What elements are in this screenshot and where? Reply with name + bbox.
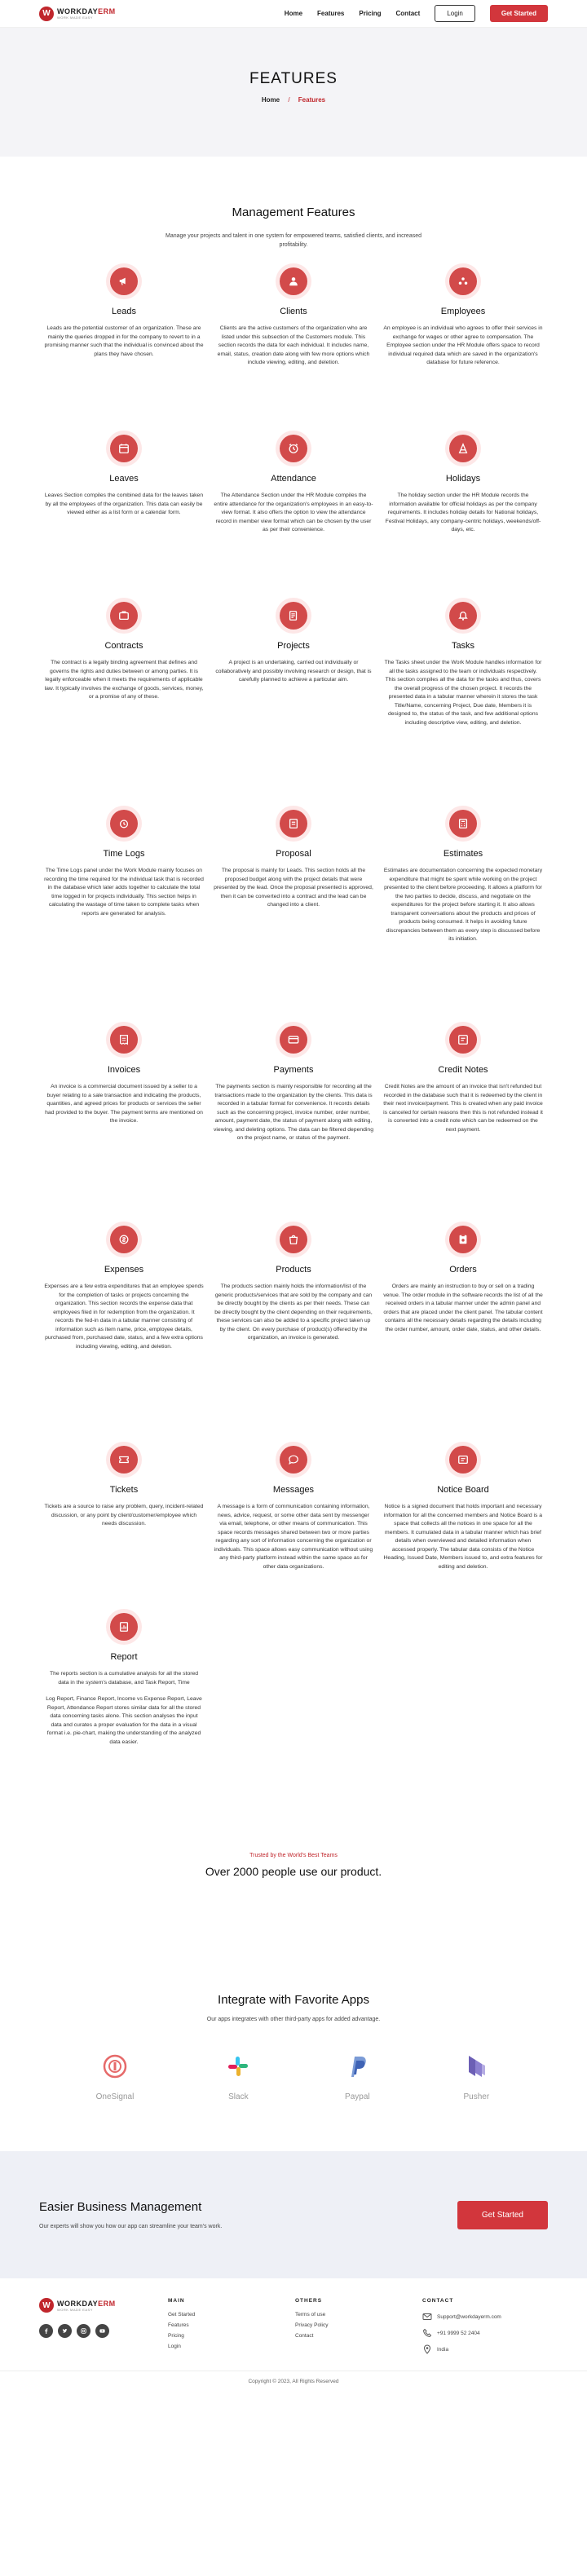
location-icon [422,2344,432,2354]
integrations-section [0,1947,587,2151]
feature-title: Payments [273,1065,314,1075]
nav-link-features[interactable]: Features [317,10,345,17]
feature-description: Estimates are documentation concerning the expected monetary expenditure that might be spent while working on the project presented to the client before proceeding. It allows a platform for the two parties to decide, discuss, and negotiate on the expenditures for the project before starting it. It also allows transparent conversations about the products and prices of products being consumed. It helps in avoiding future discrepancies between them as every step is discussed before its initiation. [383,868,543,943]
feature-description: The contract is a legally binding agreement that defines and governs the rights and duties between or among parties. It is legally enforceable when it meets the requirements of applicable law. It typically involves the exchange of goods, services, money, or a promise of any of these. [44,660,204,700]
holiday-icon [449,435,477,462]
footer-main-heading: MAIN [168,2298,185,2304]
trusted-section [0,1801,587,1947]
phone-icon [422,2328,432,2338]
bag-icon [280,1226,307,1253]
feature-card-messages [209,1446,378,1613]
feature-title: Projects [277,641,310,651]
footer-contact-column [422,2298,501,2361]
features-subtitle: Manage your projects and talent in one system for empowered teams, satisfied clients, and increased profitability. [166,233,421,248]
feature-description: The holiday section under the HR Module records the information available for official holidays as per the company requirements. It includes holiday details for National holidays, Festival Holidays, any company-centric holidays, weekends/off-days, etc. [385,493,541,533]
youtube-icon[interactable] [95,2324,109,2338]
report-icon [110,1613,138,1641]
feature-title: Messages [272,1485,315,1495]
feature-description: The Tasks sheet under the Work Module handles information for all the tasks assigned to the team or individuals respectively. This section compiles all the data for the tasks and thus, covers the overall progress of the chosen project. It records the presented data in a tabular manner wherein it stores the task Title/Name, concerning Project, Due date, Members it is designed to, the status of the task, and few additional options including descriptive view, editing, and deletion. [384,660,542,726]
message-icon [280,1446,307,1474]
features-section [0,157,587,1801]
feature-description: An invoice is a commercial document issued by a seller to a buyer relating to a sale transaction and indicating the products, quantities, and agreed prices for products or services the seller had provided to the buyer. The payment terms are mentioned on the invoice. [45,1084,203,1125]
paypal-icon [342,2052,372,2081]
trusted-title: Over 2000 people use our product. [205,1865,382,1878]
orders-icon [449,1226,477,1253]
footer-link-get-started[interactable]: Get Started [168,2312,196,2318]
instagram-icon[interactable] [77,2324,90,2338]
feature-title: Notice Board [437,1485,489,1495]
feature-card-clients [209,267,378,435]
feature-description: Orders are mainly an instruction to buy or sell on a trading venue. The order module in the software records the list of all the received orders in a tabular manner under the admin panel and orders that are placed under the client panel. The tabular content contains all the necessary details regarding the details including the order number, amount, order date, status, and other details. [383,1284,543,1332]
feature-card-holidays [378,435,548,602]
feature-title: Holidays [445,474,481,484]
feature-card-contracts [39,602,209,810]
footer-link-features[interactable]: Features [168,2322,189,2328]
feature-title: Orders [449,1265,477,1275]
app-name: Slack [228,2092,249,2101]
feature-card-proposal [209,810,378,1026]
invoice-icon [110,1026,138,1054]
feature-description: An employee is an individual who agrees to offer their services in exchange for wages or other agree to compensation. The Employee section under the HR Module offers space to record individual required data which are saved in the organization's database for future reference. [383,325,543,366]
feature-title: Leads [112,307,136,316]
page-title: FEATURES [249,70,338,87]
creditnote-icon [449,1026,477,1054]
feature-title: Estimates [443,849,483,859]
breadcrumb-current: Features [298,96,326,104]
page-hero [0,28,587,157]
alarm-icon [110,810,138,837]
feature-card-payments [209,1026,378,1226]
feature-card-tasks [378,602,548,810]
feature-description: A message is a form of communication containing information, news, advice, request, or some other data sent by messenger via email, telephone, or other means of communication. This space records messages shared between two or more parties regarding any sort of information concerning the organization or individuals. This space allows easy communication without using any third-party platform instead within the same space as for other data organizations. [214,1504,373,1570]
payment-icon [280,1026,307,1054]
feature-card-leads [39,267,209,435]
footer-logo[interactable] [39,2298,168,2313]
bell-icon [449,602,477,630]
copyright-text: Copyright © 2023, All Rights Reserved [0,2371,587,2389]
logo-mark-icon: W [39,2298,54,2313]
footer-phone[interactable]: +91 9999 52 2404 [437,2330,480,2336]
app-onesignal[interactable] [96,2052,135,2101]
feature-description-extra: Log Report, Finance Report, Income vs Expense Report, Leave Report, Attendance Report stores similar data for all the stored data concerning tasks alone. This section analyses the input data and curates a proper evaluation for the data in a visual format i.e. pie-chart, making the understanding of the analyzed data easier. [46,1696,202,1745]
pusher-icon [461,2052,491,2081]
ticket-icon [110,1446,138,1474]
features-title: Management Features [232,205,355,219]
feature-description: The payments section is mainly responsible for recording all the transactions made to the organization by the clients. This data is recorded in a tabular format for convenience. It records details such as the concerning project, invoice number, order number, amount, payment date, the status of payment along with editing, viewing, and deleting options. The data can be filtered depending on the project name, or status of the payment. [214,1084,373,1142]
logo-mark-icon: W [39,7,54,21]
cta-get-started-button[interactable]: Get Started [457,2201,548,2229]
feature-description: A project is an undertaking, carried out individually or collaboratively and possibly involving research or design, that is carefully planned to achieve a particular aim. [215,660,372,683]
brand-logo[interactable] [39,7,116,21]
footer-others-column [295,2298,422,2361]
feature-description: The proposal is mainly for Leads. This section holds all the proposed budget along with the project details that were presented by the lead. Once the proposal presented is approved, then it can be converted into a contract and the lead can be changed into a client. [214,868,373,908]
feature-description: Credit Notes are the amount of an invoice that isn't refunded but recorded in the database such that it is redeemed by the client in their next invoice/payment. This is created when any paid invoice is canceled for certain reasons then this is not refunded instead it is converted into a credit note which can be redeemed on the next payment. [383,1084,543,1133]
feature-card-attendance [209,435,378,602]
app-slack[interactable] [223,2052,253,2101]
breadcrumb-home[interactable]: Home [261,96,280,104]
login-button[interactable]: Login [435,5,475,22]
brand-tagline: WORK MADE EASY [57,15,93,20]
brand-tagline: WORK MADE EASY [57,2307,93,2312]
feature-description: Notice is a signed document that holds important and necessary information for all the concerned members and Notice Board is a space that collects all the notices in one space for all the members. It cumulated data in a tabular manner which has brief details when overviewed and detailed information when accessed properly. The tabular data consists of the Notice Heading, Issued Date, Members issued to, and extra features for editing and deletion. [383,1504,543,1570]
cta-subtitle: Our experts will show you how our app can streamline your team's work. [39,2224,223,2229]
feature-description: Tickets are a source to raise any problem, query, incident-related discussion, or any point by client/customer/employee which needs discussion. [44,1504,204,1527]
get-started-button[interactable]: Get Started [490,5,548,22]
feature-description: The Attendance Section under the HR Module compiles the entire attendance for the organization's employees in an easy-to-view format. It also offers the option to view the attendance record in member view format which can be chosen by the user as per their convenience. [214,493,373,533]
feature-card-report [39,1613,209,1801]
feature-card-tickets [39,1446,209,1613]
feature-title: Employees [440,307,486,316]
top-navbar [0,0,587,28]
integrations-title: Integrate with Favorite Apps [218,1993,369,2007]
app-name: OneSignal [95,2092,135,2101]
estimate-icon [449,810,477,837]
footer-link-privacy[interactable]: Privacy Policy [295,2322,329,2328]
footer-email[interactable]: Support@workdayerm.com [437,2313,501,2320]
clock-icon [280,435,307,462]
nav-link-home[interactable]: Home [284,10,303,17]
feature-title: Invoices [107,1065,141,1075]
feature-title: Credit Notes [438,1065,488,1075]
cta-section [0,2151,587,2278]
brand-name: WORKDAY [57,7,99,15]
notice-icon [449,1446,477,1474]
footer-link-pricing[interactable]: Pricing [168,2333,184,2339]
team-icon [449,267,477,295]
feature-card-leaves [39,435,209,602]
footer-country: India [437,2346,449,2353]
brand-name: WORKDAY [57,2299,99,2308]
mail-icon [422,2312,432,2322]
brand-accent: ERM [98,7,116,15]
feature-title: Clients [280,307,307,316]
users-icon [280,267,307,295]
feature-card-products [209,1226,378,1446]
breadcrumb [0,96,587,104]
megaphone-icon [110,267,138,295]
footer-link-terms[interactable]: Terms of use [295,2312,326,2318]
feature-card-orders [378,1226,548,1446]
feature-card-estimates [378,810,548,1026]
projects-icon [280,602,307,630]
slack-icon [223,2052,253,2081]
feature-card-invoices [39,1026,209,1226]
app-paypal[interactable] [342,2052,372,2101]
features-grid [39,267,548,1801]
feature-title: Leaves [109,474,139,484]
footer-others-heading: OTHERS [295,2298,323,2304]
trusted-kicker: Trusted by the World's Best Teams [249,1853,338,1858]
feature-title: Tickets [109,1485,139,1495]
proposal-icon [280,810,307,837]
footer-contact-heading: CONTACT [422,2298,454,2304]
app-pusher[interactable] [461,2052,491,2101]
feature-title: Proposal [276,849,311,859]
expense-icon [110,1226,138,1253]
feature-description: The products section mainly holds the information/list of the generic products/services that are sold by the company and can be directly bought by the clients as per their needs. These can be directly bought by the client depending on their requirements, these services can also be added to a specific project taken up by the client. On every purchase of product(s) offered by the organization, an invoice is generated. [214,1284,373,1341]
feature-description: Leads are the potential customer of an organization. These are mainly the queries dropped in for the company to revert to in a promising manner such that the individual is convinced about the plans they have chosen. [44,325,204,357]
footer-main-column [168,2298,295,2361]
feature-description: Leaves Section compiles the combined data for the leaves taken by all the employees of the organization. This data can easily be viewed either as a list form or a calendar form. [44,493,204,516]
feature-title: Attendance [271,474,316,484]
facebook-icon[interactable] [39,2324,53,2338]
feature-title: Contracts [104,641,143,651]
nav-link-contact[interactable]: Contact [395,10,421,17]
contract-icon [110,602,138,630]
feature-card-time-logs [39,810,209,1026]
site-footer [0,2278,587,2389]
feature-description: The reports section is a cumulative analysis for all the stored data in the system's database, and Task Report, Time [49,1671,199,1686]
onesignal-icon [100,2052,130,2081]
feature-card-expenses [39,1226,209,1446]
feature-card-projects [209,602,378,810]
feature-title: Expenses [104,1265,144,1275]
feature-card-credit-notes [378,1026,548,1226]
footer-link-contact[interactable]: Contact [295,2333,314,2339]
feature-card-employees [378,267,548,435]
nav-link-pricing[interactable]: Pricing [359,10,382,17]
twitter-icon[interactable] [58,2324,72,2338]
feature-description: The Time Logs panel under the Work Module mainly focuses on recording the time required for the individual task that is recorded in the database which later adds together to calculate the total time logged in for projects individually. This section helps in calculating the wastage of time taken to complete tasks when reports are generated for analysis. [44,868,204,917]
feature-title: Time Logs [103,849,145,859]
feature-title: Tasks [451,641,475,651]
calendar-icon [110,435,138,462]
footer-link-login[interactable]: Login [168,2344,181,2349]
integrations-subtitle: Our apps integrates with other third-party apps for added advantage. [206,2017,381,2022]
app-name: Pusher [463,2092,490,2101]
brand-accent: ERM [98,2299,116,2308]
feature-title: Report [110,1652,138,1662]
feature-card-notice-board [378,1446,548,1613]
app-name: Paypal [345,2092,370,2101]
feature-description: Expenses are a few extra expenditures that an employee spends for the completion of tasks or projects concerning the organization. This section records the expense data that employees filed in for redemption from the organization. It records the fed-in data in a tabular manner consisting of information such as item name, price, employee details, purchased from, purchased date, status, and a few extra options including viewing, editing, and deletion. [44,1284,204,1350]
feature-description: Clients are the active customers of the organization who are listed under this subsection of the Customers module. This section records the data for each individual. It includes name, email, status, creation date along with few more options which include viewing, editing, and deletion. [217,325,370,366]
cta-title: Easier Business Management [39,2200,202,2214]
breadcrumb-separator: / [288,96,290,104]
feature-title: Products [276,1265,311,1275]
